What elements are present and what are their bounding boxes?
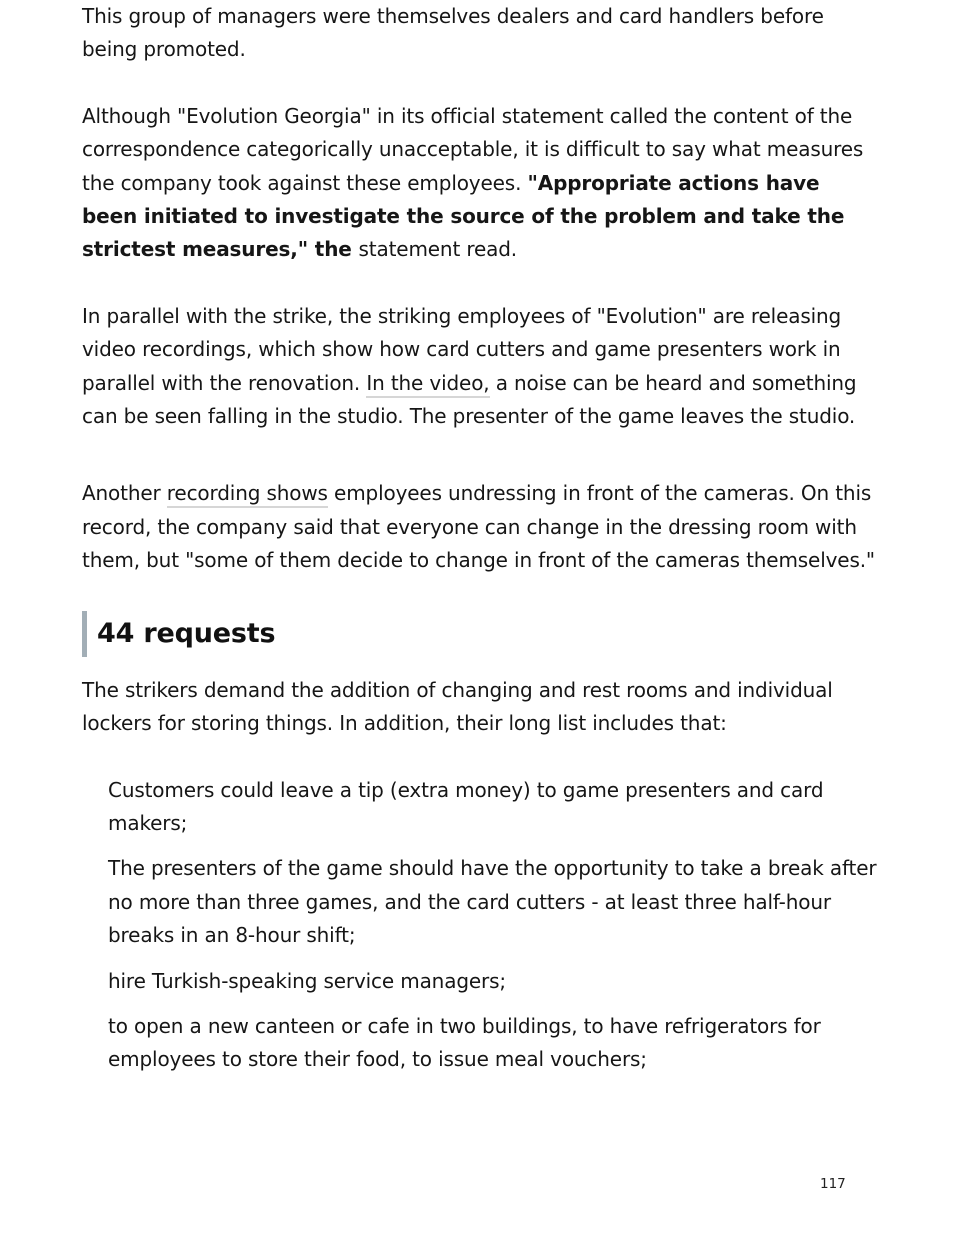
statement-bold-quote: "Appropriate actions have been initiated to investigate the source of the problem and take the strictest measures," the	[82, 170, 845, 262]
statement-text-end: statement read.	[358, 237, 518, 262]
paragraph-another-recording	[82, 477, 878, 577]
article-body	[82, 0, 878, 1089]
section-heading-44-requests: 44 requests	[82, 611, 878, 657]
strike-text-end: a noise can be heard and something can be seen falling in the studio. The presenter of the game leaves the studio.	[82, 370, 857, 429]
page-number: 117	[820, 1176, 846, 1192]
statement-text-start: Although "Evolution Georgia" in its official statement called the content of the correspondence categorically unacceptable, it is difficult to say what measures the company took against these employees.	[82, 103, 864, 195]
requests-list	[82, 774, 878, 1077]
list-item-breaks: The presenters of the game should have the opportunity to take a break after no more than three games, and the card cutters - at least three half-hour breaks in an 8-hour shift;	[108, 856, 877, 948]
recording-text-start: Another	[82, 481, 167, 506]
paragraph-strikers-demand: The strikers demand the addition of changing and rest rooms and individual lockers for storing things. In addition, their long list includes that:	[82, 677, 833, 736]
list-item-canteen: to open a new canteen or cafe in two buildings, to have refrigerators for employees to store their food, to issue meal vouchers;	[108, 1013, 821, 1072]
strike-text-start: In parallel with the strike, the striking employees of "Evolution" are releasing video recordings, which show how card cutters and game presenters work in parallel with the renovation.	[82, 303, 842, 395]
recording-text-end: employees undressing in front of the cameras. On this record, the company said that everyone can change in the dressing room with them, but "some of them decide to change in front of the cameras themselves."	[82, 481, 875, 573]
paragraph-strike-videos	[82, 300, 878, 434]
paragraph-official-statement	[82, 100, 878, 267]
paragraph-managers: This group of managers were themselves dealers and card handlers before being promoted.	[82, 4, 824, 62]
recording-shows-link[interactable]: recording shows	[167, 481, 328, 508]
list-item-turkish-managers: hire Turkish-speaking service managers;	[108, 968, 506, 993]
in-the-video-link[interactable]: In the video,	[366, 371, 489, 398]
list-item-tips: Customers could leave a tip (extra money) to game presenters and card makers;	[108, 777, 824, 835]
